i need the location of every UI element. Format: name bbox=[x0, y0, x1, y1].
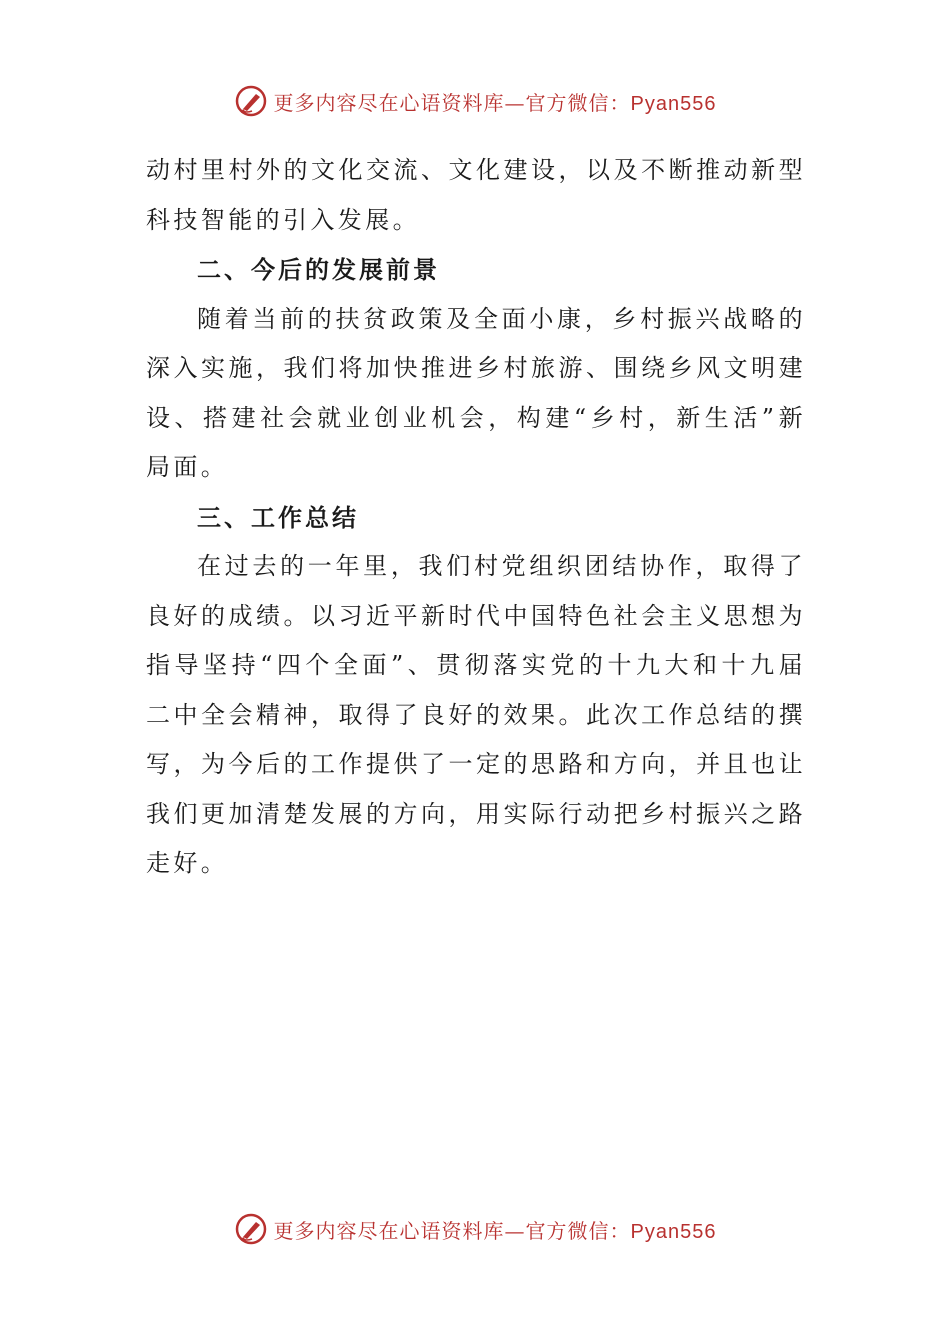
banner-wechat-id: Pyan556 bbox=[630, 1220, 717, 1243]
pen-logo-icon bbox=[234, 1212, 268, 1246]
section-heading-3: 三、工作总结 bbox=[197, 502, 359, 532]
footer-banner bbox=[0, 1212, 950, 1246]
banner-text bbox=[274, 1215, 717, 1244]
banner-text bbox=[274, 87, 717, 116]
header-banner bbox=[0, 84, 950, 118]
document-body bbox=[146, 146, 806, 889]
pen-logo-icon bbox=[234, 84, 268, 118]
banner-wechat-id: Pyan556 bbox=[630, 92, 717, 115]
section-heading-2: 二、今后的发展前景 bbox=[197, 255, 440, 284]
paragraph-work-summary: 在过去的一年里，我们村党组织团结协作，取得了良好的成绩。以习近平新时代中国特色社会主义思想为指导坚持“四个全面”、贯彻落实党的十九大和十九届二中全会精神，取得了良好的效果。此次工作总结的撰写，为今后的工作提供了一定的思路和方向，并且也让我们更加清楚发展的方向，用实际行动把乡村振兴之路走好。 bbox=[146, 552, 806, 877]
banner-slogan: 更多内容尽在心语资料库—官方微信： bbox=[273, 90, 631, 115]
paragraph-continued: 动村里村外的文化交流、文化建设，以及不断推动新型科技智能的引入发展。 bbox=[146, 156, 806, 234]
paragraph-development-prospects: 随着当前的扶贫政策及全面小康，乡村振兴战略的深入实施，我们将加快推进乡村旅游、围绕乡风文明建设、搭建社会就业创业机会，构建“乡村，新生活”新局面。 bbox=[146, 304, 806, 481]
banner-slogan: 更多内容尽在心语资料库—官方微信： bbox=[273, 1218, 631, 1243]
